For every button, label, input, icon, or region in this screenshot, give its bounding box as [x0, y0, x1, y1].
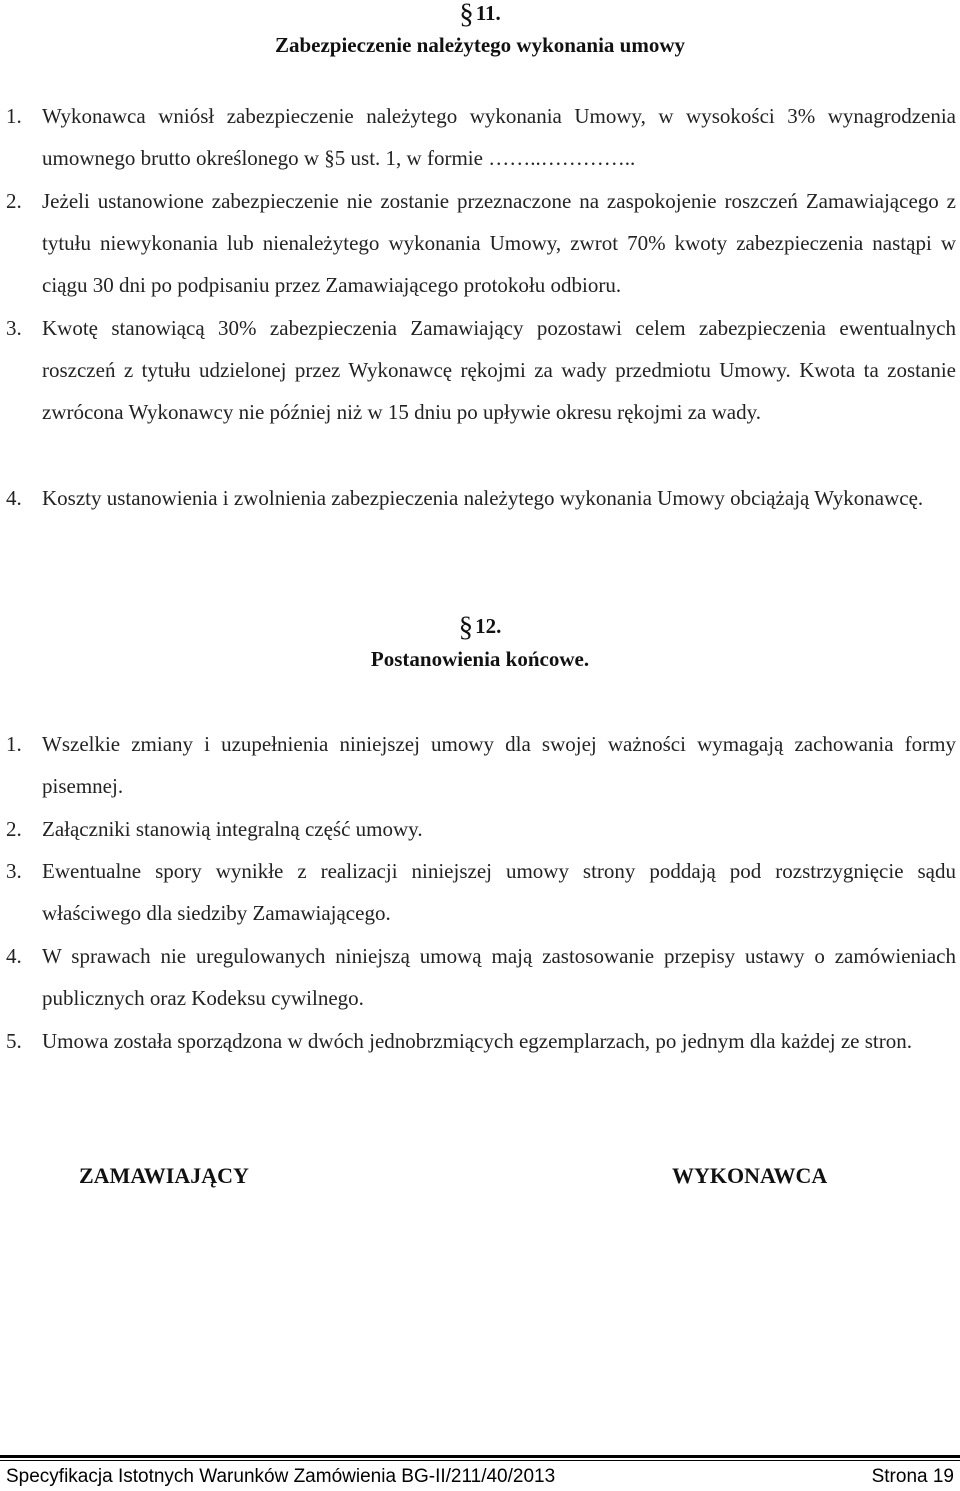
item-number: 1.: [6, 732, 22, 756]
item-number: 4.: [6, 944, 22, 968]
page-footer: [6, 1466, 956, 1488]
item-text: Kwotę stanowiącą 30% zabezpieczenia Zamawiający pozostawi celem zabezpieczenia ewentualnych roszczeń z tytułu udzielonej przez Wykonawcę rękojmi za wady przedmiotu Umowy. Kwota ta zostanie zwrócona Wykonawcy nie później niż w 15 dniu po upływie okresu rękojmi za wady.: [42, 316, 956, 424]
item-number: 2.: [6, 189, 22, 213]
section-12-title: Postanowienia końcowe.: [370, 647, 590, 671]
section-12-item-4: [6, 935, 956, 1019]
page-number: Strona 19: [871, 1466, 954, 1487]
paragraph-symbol: §: [459, 0, 474, 30]
section-11-number: §11.: [459, 0, 501, 30]
section-11-item-1: [6, 95, 956, 179]
item-number: 3.: [6, 316, 22, 340]
item-number: 3.: [6, 859, 22, 883]
item-number: 4.: [6, 486, 22, 510]
item-text: Umowa została sporządzona w dwóch jednobrzmiących egzemplarzach, po jednym dla każdej ze stron.: [42, 1029, 912, 1053]
footer-rule-thin: [0, 1460, 960, 1461]
item-number: 2.: [6, 817, 22, 841]
item-number: 1.: [6, 104, 22, 128]
section-12-item-1: [6, 723, 956, 807]
item-text: W sprawach nie uregulowanych niniejszą umową mają zastosowanie przepisy ustawy o zamówieniach publicznych oraz Kodeksu cywilnego.: [42, 944, 956, 1010]
section-11-title: Zabezpieczenie należytego wykonania umowy: [274, 33, 686, 57]
section-11-item-2: [6, 180, 956, 306]
section-11-item-4: [6, 477, 956, 519]
item-text: Załączniki stanowią integralną część umowy.: [42, 817, 423, 841]
section-11-item-3: [6, 307, 956, 433]
item-text: Wszelkie zmiany i uzupełnienia niniejszej umowy dla swojej ważności wymagają zachowania formy pisemnej.: [42, 732, 956, 798]
section-12-item-3: [6, 850, 956, 934]
section-12-number: §12.: [458, 611, 502, 643]
item-number: 5.: [6, 1029, 22, 1053]
footer-title: Specyfikacja Istotnych Warunków Zamówienia BG-II/211/40/2013: [6, 1466, 556, 1487]
footer-rule-thick: [0, 1455, 960, 1458]
item-text: Wykonawca wniósł zabezpieczenie należytego wykonania Umowy, w wysokości 3% wynagrodzenia umownego brutto określonego w §5 ust. 1, w formie ……..…………..: [42, 104, 956, 170]
item-text: Koszty ustanowienia i zwolnienia zabezpieczenia należytego wykonania Umowy obciążają Wykonawcę.: [42, 486, 924, 510]
section-12-item-5: [6, 1020, 956, 1062]
signature-label-wykonawca: WYKONAWCA: [672, 1163, 828, 1188]
paragraph-symbol: §: [458, 611, 474, 643]
item-text: Ewentualne spory wynikłe z realizacji niniejszej umowy strony poddają pod rozstrzygnięcie sądu właściwego dla siedziby Zamawiającego.: [42, 859, 956, 925]
item-text: Jeżeli ustanowione zabezpieczenie nie zostanie przeznaczone na zaspokojenie roszczeń Zamawiającego z tytułu niewykonania lub nienależytego wykonania Umowy, zwrot 70% kwoty zabezpieczenia nastąpi w ciągu 30 dni po podpisaniu przez Zamawiającego protokołu odbioru.: [42, 189, 956, 297]
signature-label-zamawiajacy: ZAMAWIAJĄCY: [79, 1163, 249, 1188]
section-12-item-2: [6, 808, 956, 850]
